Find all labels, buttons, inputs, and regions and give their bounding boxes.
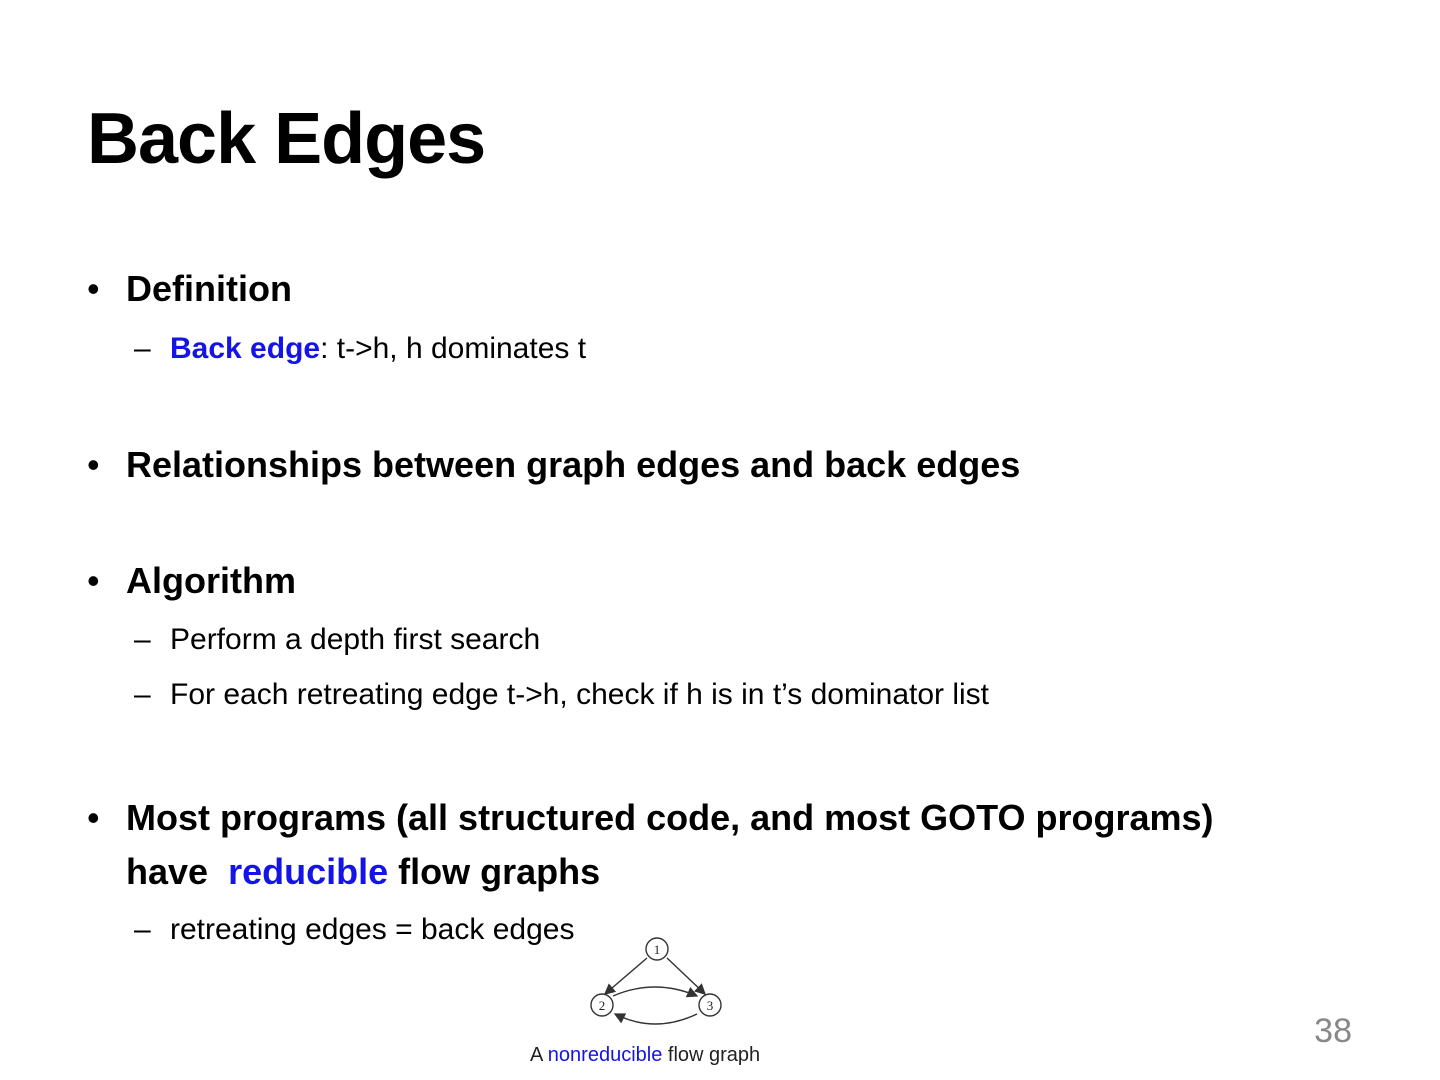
retreating-equals-back-text: retreating edges = back edges bbox=[170, 913, 575, 946]
bullet-dot: • bbox=[87, 268, 100, 309]
graph-node-3-label: 3 bbox=[706, 998, 714, 1013]
reducible-term: reducible bbox=[228, 851, 389, 892]
nonreducible-flow-graph bbox=[575, 930, 745, 1032]
bullet-dot: • bbox=[87, 797, 100, 838]
sub-bullet-dfs bbox=[134, 620, 540, 660]
bullet-definition-text: Definition bbox=[126, 268, 292, 309]
figure-caption bbox=[530, 1044, 760, 1067]
most-line2-suffix: flow graphs bbox=[388, 851, 601, 892]
back-edge-term: Back edge bbox=[170, 332, 321, 365]
bullet-relationships-text: Relationships between graph edges and back edges bbox=[126, 444, 1021, 485]
algorithm-step-1: Perform a depth first search bbox=[170, 623, 541, 656]
page-number: 38 bbox=[1314, 1012, 1352, 1050]
bullet-most-programs-line1: Most programs (all structured code, and most GOTO programs) bbox=[126, 797, 1214, 838]
most-line2-prefix: have bbox=[126, 851, 229, 892]
dash-marker: – bbox=[134, 623, 151, 656]
sub-bullet-retreating-equals-back bbox=[134, 910, 574, 950]
back-edge-definition: : t->h, h dominates t bbox=[320, 332, 587, 365]
bullet-most-programs-line2 bbox=[126, 845, 1327, 899]
dash-marker: – bbox=[134, 678, 151, 711]
bullet-algorithm bbox=[87, 554, 1327, 608]
sub-bullet-retreating-check bbox=[134, 675, 989, 715]
bullet-definition bbox=[87, 262, 1327, 316]
sub-bullet-back-edge bbox=[134, 329, 586, 369]
algorithm-step-2: For each retreating edge t->h, check if h is in t’s dominator list bbox=[170, 678, 990, 711]
slide-title: Back Edges bbox=[87, 99, 486, 179]
dash-marker: – bbox=[134, 332, 151, 365]
graph-node-1-label: 1 bbox=[653, 942, 661, 957]
caption-prefix: A bbox=[530, 1044, 548, 1066]
dash-marker: – bbox=[134, 913, 151, 946]
bullet-dot: • bbox=[87, 444, 100, 485]
bullet-algorithm-text: Algorithm bbox=[126, 560, 296, 601]
bullet-dot: • bbox=[87, 560, 100, 601]
graph-node-2-label: 2 bbox=[598, 998, 606, 1013]
caption-term: nonreducible bbox=[547, 1044, 663, 1066]
bullet-relationships bbox=[87, 438, 1327, 492]
bullet-most-programs bbox=[87, 791, 1327, 899]
caption-suffix: flow graph bbox=[662, 1044, 761, 1066]
